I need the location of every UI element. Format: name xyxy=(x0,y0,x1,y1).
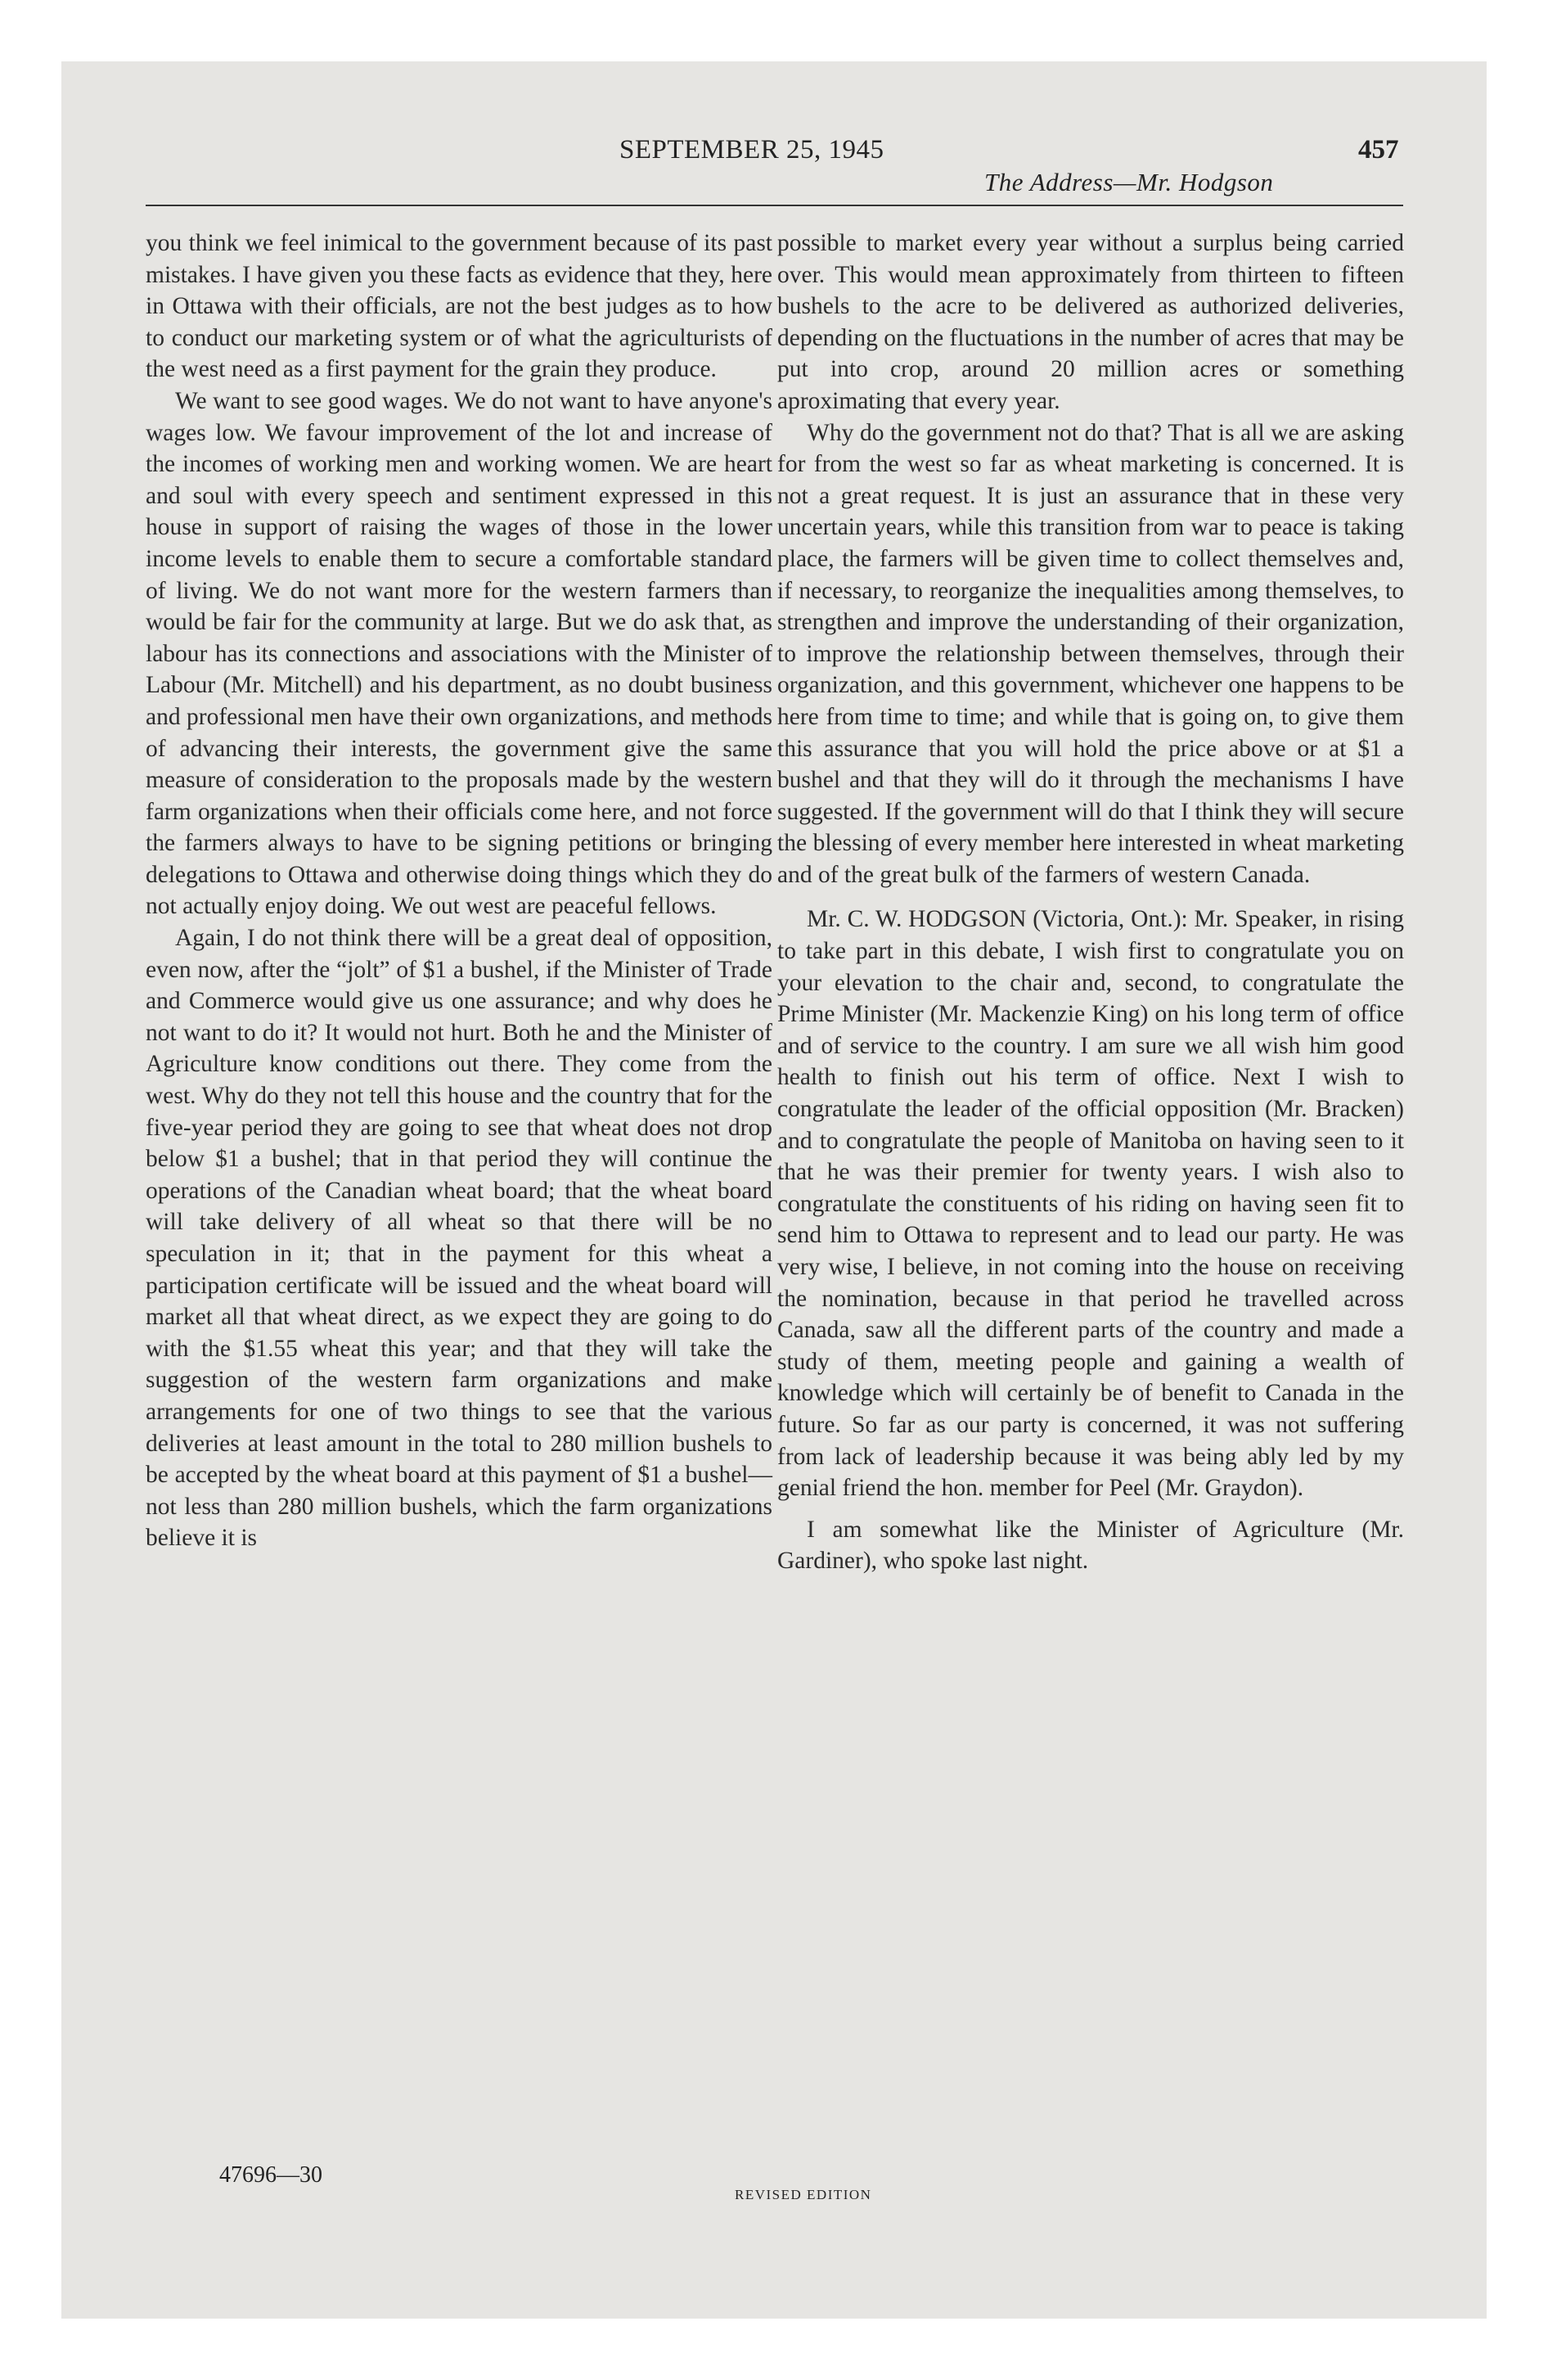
footer-edition: REVISED EDITION xyxy=(735,2187,872,2202)
header-date: SEPTEMBER 25, 1945 xyxy=(619,135,884,165)
speaker-paragraph: Mr. C. W. HODGSON (Victoria, Ont.): Mr. Speaker, in rising to take part in this debate, I wish first to congratulate you on your elevation to the chair and, second, to congratulate the Prime Minister (Mr. Mackenzie King) on his long term of office and of service to the country. I am sure we all wish him good health to finish out his term of office. Next I wish to congratulate the leader of the official opposition (Mr. Bracken) and to congratulate the people of Manitoba on having seen to it that he was their premier for twenty years. I wish also to congratulate the constituents of his riding on having seen fit to send him to Ottawa to represent and to lead our party. He was very wise, I believe, in not coming into the house on receiving the nomination, because in that period he travelled across Canada, saw all the different parts of the country and made a study of them, meeting people and gaining a wealth of knowledge which will certainly be of benefit to Canada in the future. So far as our party is concerned, it was not suffering from lack of leadership because it was being ably led by my genial friend the hon. member for Peel (Mr. Graydon). xyxy=(777,906,1404,1502)
paragraph: Again, I do not think there will be a great deal of opposition, even now, after the “jolt” of $1 a bushel, if the Minister of Trade and Commerce would give us one assurance; and why does he not want to do it? It would not hurt. Both he and the Minister of Agriculture know conditions out there. They come from the west. Why do they not tell this house and the country that for the five-year period they are going to see that wheat does not drop below $1 a bushel; that in that period they will continue the operations of the Canadian wheat board; that the wheat board will take delivery of all wheat so that there will be no speculation in it; that in the payment for this wheat a participation certificate will be issued and the wheat board will market all that wheat direct, as we expect they are going to do with the $1.55 wheat this year; and that they will take the suggestion of the western farm organizations and make arrangements for one of two things to see that the various deliveries at least amount in the total to 280 million bushels to be accepted by the wheat board at this payment of $1 a bushel—not less than 280 million bushels, which the farm organizations believe it is xyxy=(146,925,772,1552)
right-column xyxy=(777,228,1404,1577)
paragraph: possible to market every year without a surplus being carried over. This would mean approximately from thirteen to fifteen bushels to the acre to be delivered as authorized deliveries, depending on the fluctuations in the number of acres that may be put into crop, around 20 million acres or something aproximating that every year. xyxy=(777,230,1404,414)
left-column xyxy=(146,228,772,1554)
paragraph: you think we feel inimical to the government because of its past mistakes. I have given you these facts as evidence that they, here in Ottawa with their officials, are not the best judges as to how to conduct our marketing system or of what the agriculturists of the west need as a first payment for the grain they produce. xyxy=(146,230,772,383)
header-rule xyxy=(146,205,1403,206)
paragraph: I am somewhat like the Minister of Agriculture (Mr. Gardiner), who spoke last night. xyxy=(777,1516,1404,1575)
page-number: 457 xyxy=(1358,135,1399,165)
footer-code: 47696—30 xyxy=(219,2162,322,2188)
header-subtitle: The Address—Mr. Hodgson xyxy=(984,168,1274,196)
paragraph: Why do the government not do that? That is all we are asking for from the west so far as wheat marketing is concerned. It is not a great request. It is just an assurance that in these very uncertain years, while this transition from war to peace is taking place, the farmers will be given time to collect themselves and, if necessary, to reorganize the inequalities among themselves, to strengthen and improve the understanding of their organization, to improve the relationship between themselves, through their organization, and this government, whichever one happens to be here from time to time; and while that is going on, to give them this assurance that you will hold the price above or at $1 a bushel and that they will do it through the mechanisms I have suggested. If the government will do that I think they will secure the blessing of every member here interested in wheat marketing and of the great bulk of the farmers of western Canada. xyxy=(777,419,1404,888)
paragraph: We want to see good wages. We do not want to have anyone's wages low. We favour improvement of the lot and increase of the incomes of working men and working women. We are heart and soul with every speech and sentiment expressed in this house in support of raising the wages of those in the lower income levels to enable them to secure a comfortable standard of living. We do not want more for the western farmers than would be fair for the community at large. But we do ask that, as labour has its connections and associations with the Minister of Labour (Mr. Mitchell) and his department, as no doubt business and professional men have their own organizations, and methods of advancing their interests, the government give the same measure of consideration to the proposals made by the western farm organizations when their officials come here, and not force the farmers always to have to be signing petitions or bringing delegations to Ottawa and otherwise doing things which they do not actually enjoy doing. We out west are peaceful fellows. xyxy=(146,387,772,920)
